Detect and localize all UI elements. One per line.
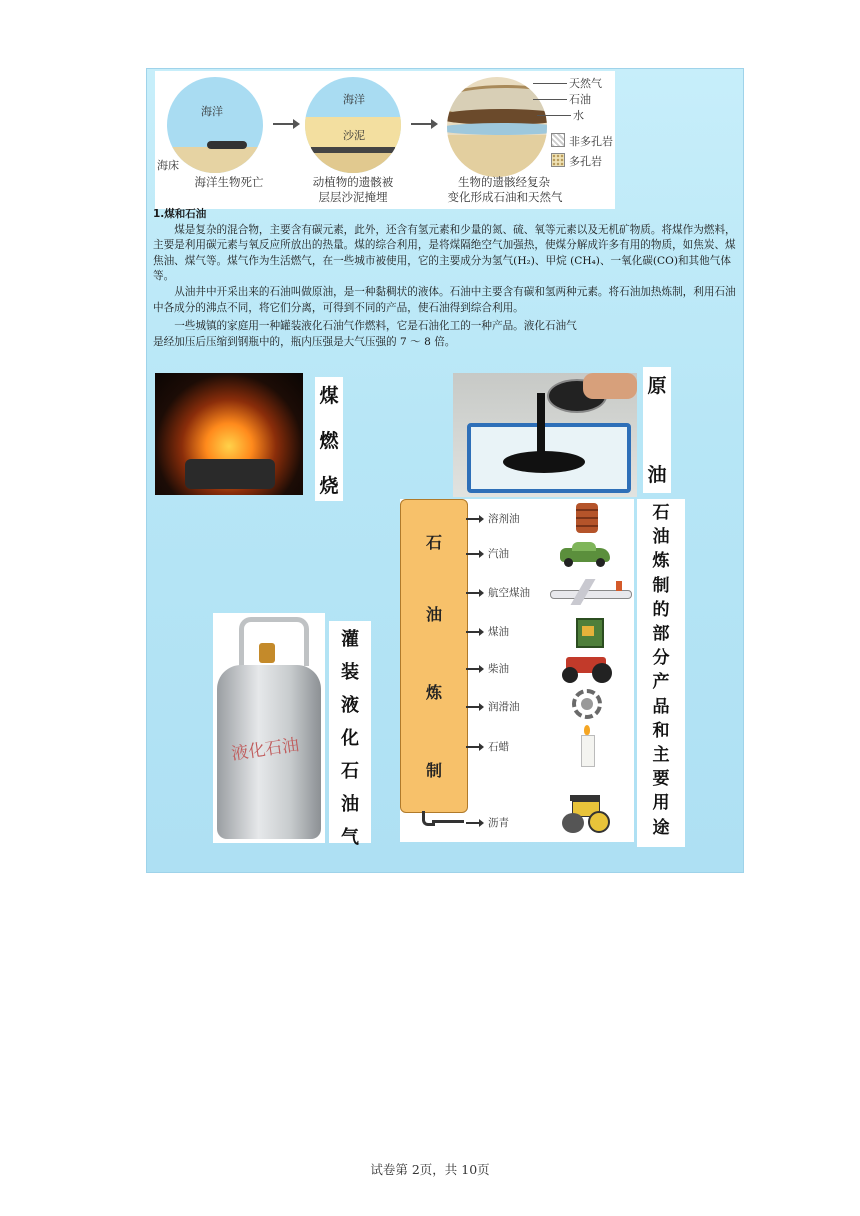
products-caption [637, 499, 685, 847]
stove-icon [550, 616, 622, 646]
caption-char: 炼 [652, 551, 670, 572]
caption-3-line1: 生物的遗骸经复杂 [458, 175, 550, 189]
mud-label: 沙泥 [343, 129, 365, 142]
arrow-icon [466, 631, 480, 633]
car-icon [550, 538, 622, 568]
caption-2-line1: 动植物的遗骸被 [312, 175, 394, 189]
arrow-head-icon [293, 119, 300, 129]
crude-oil-photo [453, 373, 637, 497]
airplane-icon [544, 577, 630, 607]
product-name: 石蜡 [488, 741, 509, 753]
caption-3-line2: 变化形成石油和天然气 [447, 190, 563, 204]
caption-char: 的 [652, 599, 670, 620]
caption-char: 制 [652, 575, 670, 596]
label-char: 化 [341, 728, 359, 749]
label-char: 液 [341, 695, 359, 716]
product-row [466, 509, 634, 529]
bar-char: 石 [425, 533, 442, 552]
bar-char: 炼 [425, 683, 442, 702]
ocean-label: 海洋 [201, 105, 223, 118]
product-row [466, 813, 634, 833]
road-roller-icon [550, 791, 622, 835]
arrow-icon [466, 706, 480, 708]
caption-char: 石 [652, 503, 670, 523]
crude-oil-label [643, 367, 671, 493]
oil-gas-circle [447, 77, 547, 177]
caption-char: 用 [652, 793, 670, 814]
product-row [466, 583, 634, 603]
lpg-cylinder-photo [213, 613, 325, 843]
bar-char: 油 [425, 605, 442, 624]
section-heading: 1.煤和石油 [153, 208, 207, 220]
nonporous-swatch-icon [551, 133, 565, 147]
bend-line [422, 811, 435, 826]
product-row [466, 659, 634, 679]
product-row [466, 697, 634, 717]
product-name: 汽油 [488, 548, 509, 560]
label-char: 油 [341, 794, 359, 815]
pointer-line [537, 115, 571, 116]
lpg-label [329, 621, 371, 848]
label-char: 气 [341, 827, 359, 848]
water-label: 水 [573, 109, 584, 122]
caption-char: 品 [652, 696, 670, 717]
tractor-icon [550, 653, 622, 683]
product-row [466, 622, 634, 642]
product-name: 柴油 [488, 663, 509, 675]
caption-char: 油 [652, 527, 670, 548]
gas-label: 天然气 [569, 77, 602, 90]
paragraph-oil: 从油井中开采出来的石油叫做原油，是一种黏稠状的液体。石油中主要含有碳和氢两种元素。将石油加热炼制，利用石油中各成分的沸点不同，将它们分离，可得到不同的产品，使石油得到综合利用。 [153, 285, 736, 314]
arrow-icon [466, 553, 480, 555]
product-name: 航空煤油 [488, 587, 530, 599]
label-char: 石 [341, 761, 359, 782]
label-char: 灌 [341, 629, 359, 650]
ocean-circle-1 [167, 77, 263, 173]
gear-icon [550, 691, 622, 721]
caption-char: 部 [652, 624, 670, 645]
barrel-icon [550, 503, 622, 533]
formation-diagram [155, 71, 615, 209]
page-footer: 试卷第 2页，共 10页 [370, 1162, 490, 1177]
paragraph-coal: 煤是复杂的混合物，主要含有碳元素，此外，还含有氢元素和少量的氮、硫、氧等元素以及无机矿物质。将煤作为燃料，主要是利用碳元素与氧反应所放出的热量。煤的综合利用，是将煤隔绝空气加强热，使煤分解成许多有用的物质，如焦炭、煤焦油、煤气等。煤气作为生活燃气，在一些城市被使用，它的主要成分为氢气(H₂)、甲烷 (CH₄)、一氧化碳(CO)和其他气体等。 [153, 223, 736, 283]
bend-line [432, 820, 464, 823]
seabed-label: 海床 [157, 159, 179, 172]
coal-burning-label [315, 377, 343, 501]
caption-char: 主 [652, 745, 670, 766]
ocean-label: 海洋 [343, 93, 365, 106]
body-text [153, 207, 739, 350]
arrow-icon [466, 668, 480, 670]
caption-char: 途 [652, 817, 670, 838]
cylinder-text: 液化石油 [230, 735, 301, 765]
pointer-line [533, 83, 567, 84]
label-char: 燃 [319, 430, 339, 452]
pointer-line [533, 99, 567, 100]
caption-char: 分 [652, 648, 670, 669]
caption-1: 海洋生物死亡 [194, 175, 264, 189]
coal-burning-photo [155, 373, 303, 495]
label-char: 烧 [319, 475, 339, 497]
product-name: 沥青 [488, 817, 509, 829]
caption-char: 要 [652, 769, 670, 790]
label-char: 原 [647, 375, 667, 397]
content-panel [146, 68, 744, 873]
oil-label: 石油 [569, 93, 591, 106]
arrow-icon [466, 822, 480, 824]
label-char: 装 [341, 662, 359, 683]
product-row [466, 544, 634, 564]
paragraph-lpg-line1: 一些城镇的家庭用一种罐装液化石油气作燃料，它是石油化工的一种产品。液化石油气 [174, 320, 577, 333]
candle-icon [550, 731, 622, 771]
refining-diagram [400, 499, 634, 842]
refining-bar [400, 499, 468, 813]
paragraph-lpg-line2: 是经加压后压缩到钢瓶中的，瓶内压强是大气压强的 7 ～ 8 倍。 [153, 335, 456, 348]
label-char: 煤 [319, 385, 339, 407]
arrow-icon [466, 518, 480, 520]
legend-nonporous: 非多孔岩 [569, 135, 613, 148]
arrow-icon [466, 746, 480, 748]
caption-char: 产 [652, 672, 670, 693]
product-row [466, 737, 634, 757]
porous-swatch-icon [551, 153, 565, 167]
label-char: 油 [647, 464, 667, 486]
product-name: 溶剂油 [488, 513, 520, 525]
legend-porous: 多孔岩 [569, 155, 602, 168]
ocean-circle-2 [305, 77, 401, 173]
product-name: 润滑油 [488, 701, 520, 713]
arrow-icon [273, 123, 295, 125]
arrow-head-icon [431, 119, 438, 129]
arrow-icon [466, 592, 480, 594]
caption-2-line2: 层层沙泥掩埋 [318, 190, 388, 204]
product-name: 煤油 [488, 626, 509, 638]
bar-char: 制 [425, 761, 442, 780]
caption-char: 和 [652, 720, 670, 741]
arrow-icon [411, 123, 433, 125]
